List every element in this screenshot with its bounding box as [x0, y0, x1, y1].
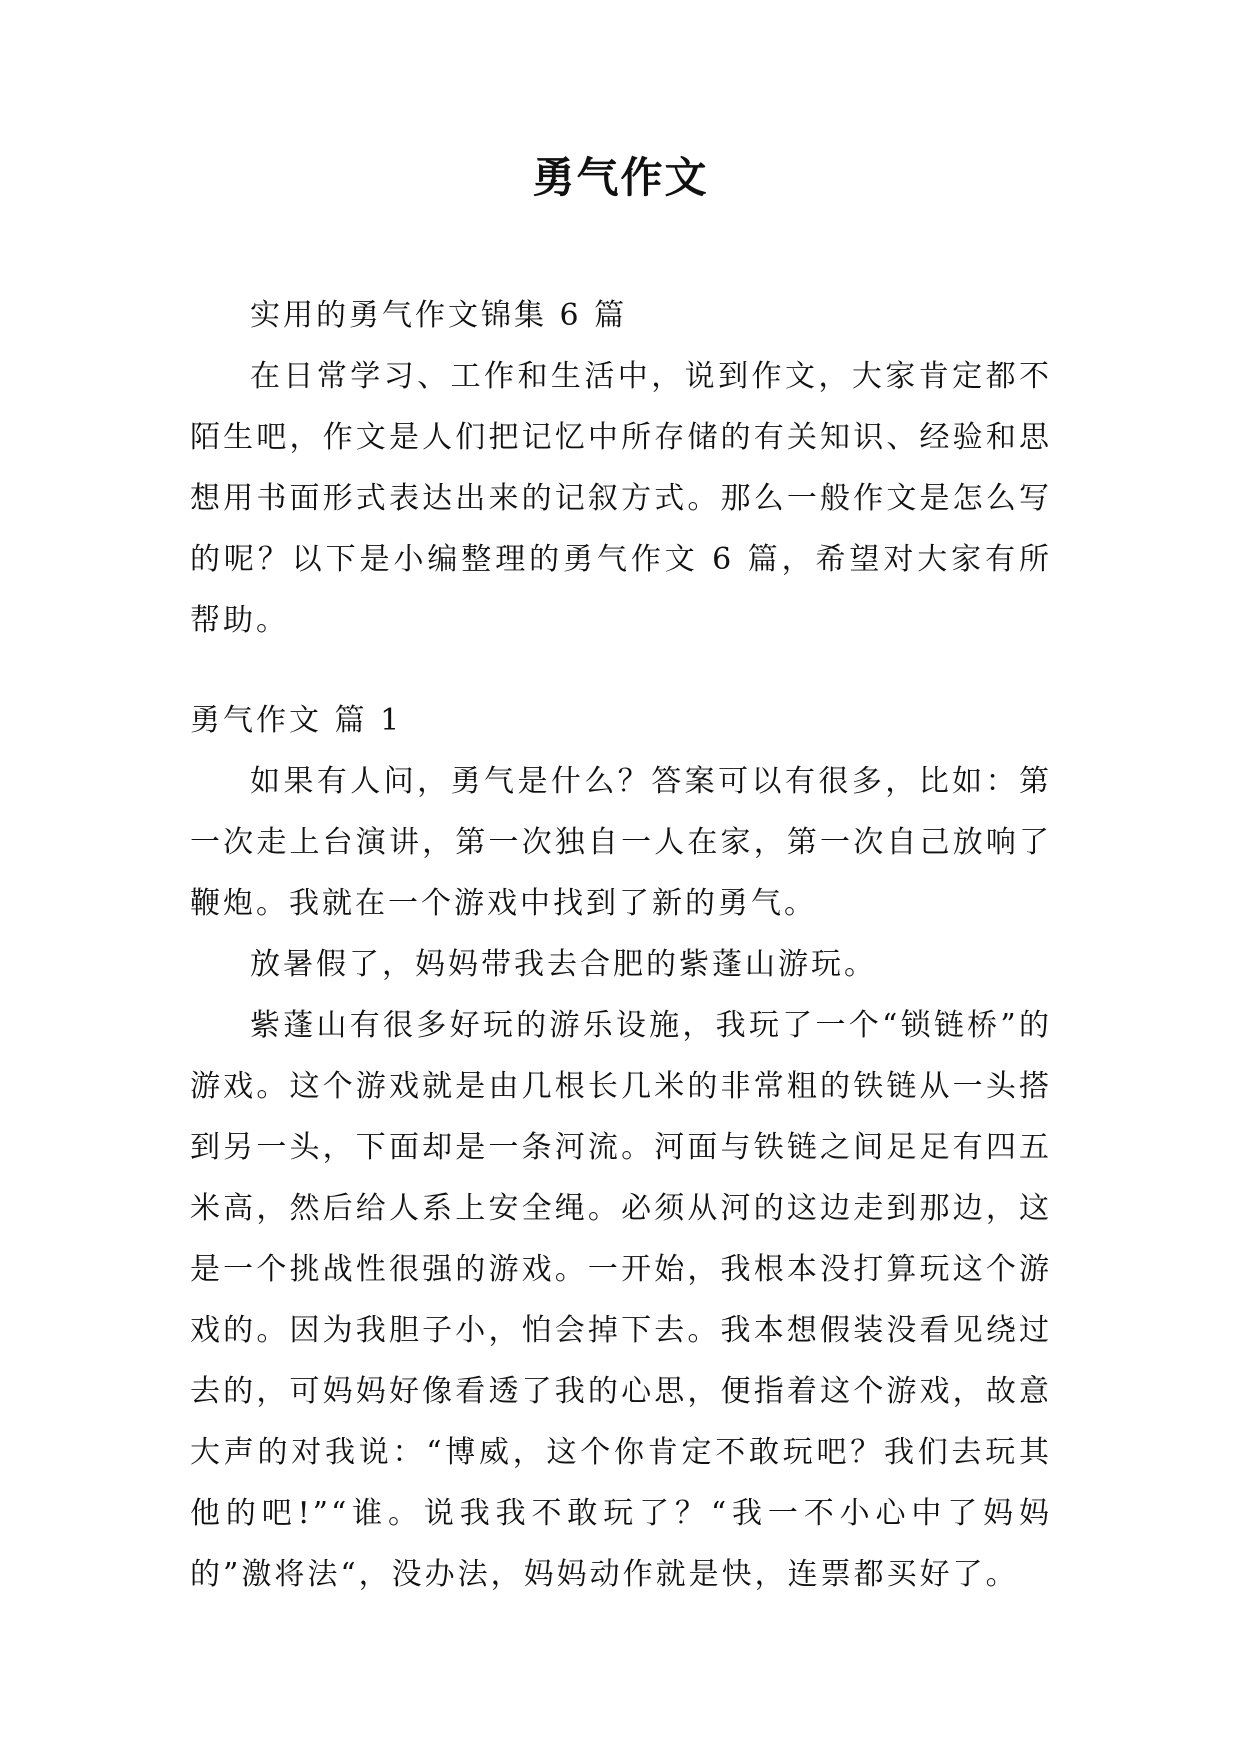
section-heading: 勇气作文 篇 1	[190, 703, 403, 738]
subtitle-text: 实用的勇气作文锦集 6 篇	[250, 298, 628, 333]
essay-paragraph: 放暑假了，妈妈带我去合肥的紫蓬山游玩。	[250, 947, 877, 982]
intro-text: 在日常学习、工作和生活中，说到作文，大家肯定都不陌生吧，作文是人们把记忆中所存储的有关知识、经验和思想用书面形式表达出来的记叙方式。那么一般作文是怎么写的呢？以下是小编整理的勇气作文 6 篇，希望对大家有所帮助。	[190, 359, 1052, 638]
intro-paragraph	[190, 346, 1052, 651]
document-subtitle	[190, 285, 1052, 346]
essay-paragraph: 如果有人问，勇气是什么？答案可以有很多，比如：第一次走上台演讲，第一次独自一人在家，第一次自己放响了鞭炮。我就在一个游戏中找到了新的勇气。	[190, 764, 1052, 921]
document-title: 勇气作文	[532, 153, 709, 202]
essay-paragraph: 紫蓬山有很多好玩的游乐设施，我玩了一个“锁链桥”的游戏。这个游戏就是由几根长几米的非常粗的铁链从一头搭到另一头，下面却是一条河流。河面与铁链之间足足有四五米高，然后给人系上安全绳。必须从河的这边走到那边，这是一个挑战性很强的游戏。一开始，我根本没打算玩这个游戏的。因为我胆子小，怕会掉下去。我本想假装没看见绕过去的，可妈妈好像看透了我的心思，便指着这个游戏，故意大声的对我说：“博威，这个你肯定不敢玩吧？我们去玩其他的吧!”“谁。说我我不敢玩了？“我一不小心中了妈妈的”激将法“，没办法，妈妈动作就是快，连票都买好了。	[190, 1008, 1052, 1592]
essay-body	[190, 751, 1052, 1605]
